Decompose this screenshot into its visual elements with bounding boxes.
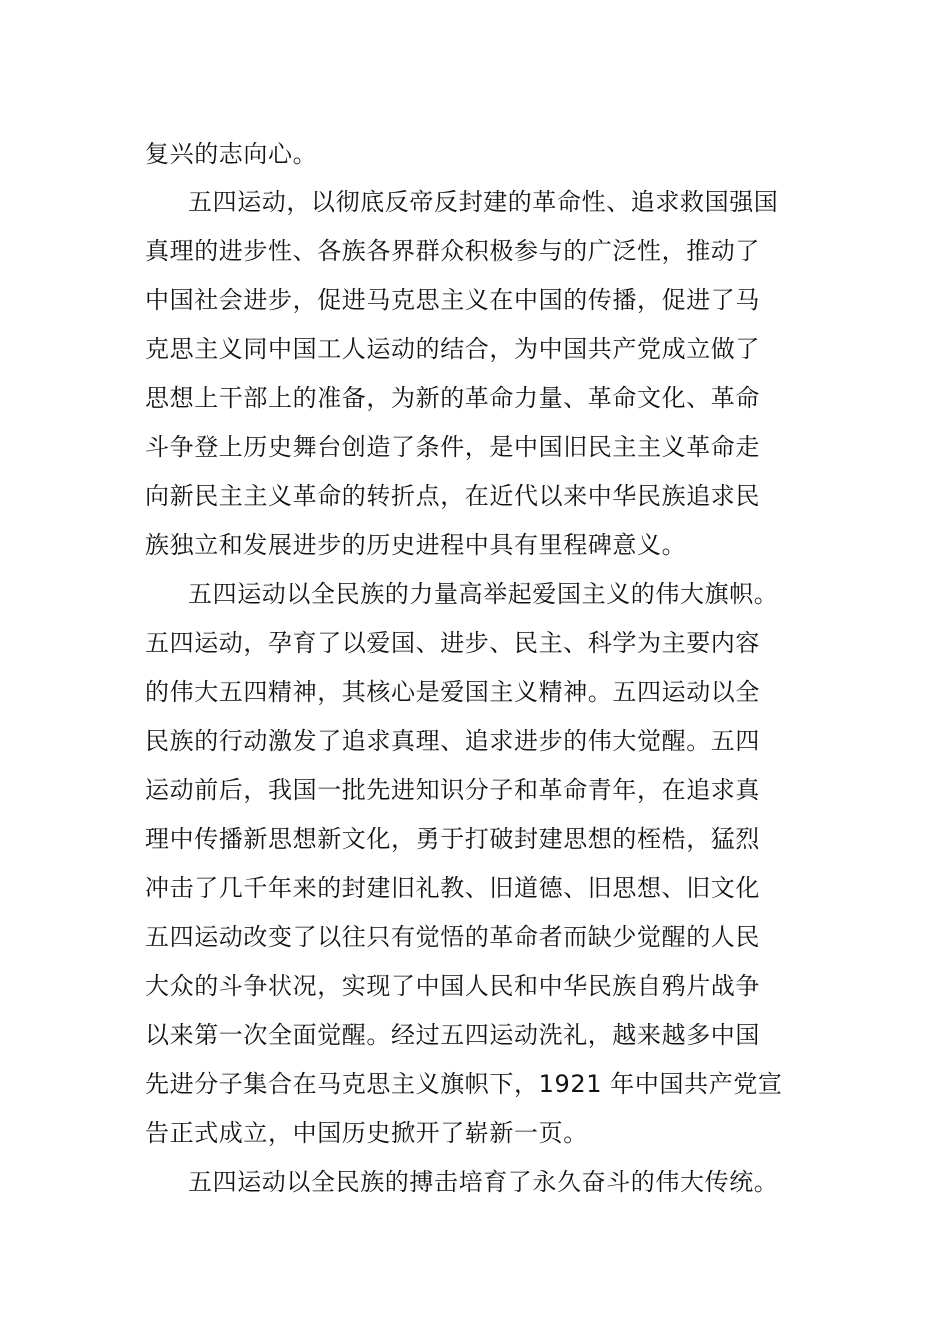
paragraph-2-line-4: 民族的行动激发了追求真理、追求进步的伟大觉醒。五四 — [145, 727, 760, 755]
paragraph-2-line-12: 告正式成立，中国历史掀开了崭新一页。 — [145, 1119, 588, 1147]
paragraph-1-line-8: 族独立和发展进步的历史进程中具有里程碑意义。 — [145, 531, 687, 559]
text-line-1: 复兴的志向心。 — [145, 140, 318, 168]
paragraph-1-line-5: 思想上干部上的准备，为新的革命力量、革命文化、革命 — [145, 384, 760, 412]
paragraph-2-line-5: 运动前后，我国一批先进知识分子和革命青年，在追求真 — [145, 776, 760, 804]
paragraph-1-line-4: 克思主义同中国工人运动的结合，为中国共产党成立做了 — [145, 335, 760, 363]
paragraph-1-line-2: 真理的进步性、各族各界群众积极参与的广泛性，推动了 — [145, 237, 760, 265]
paragraph-1-line-1: 五四运动，以彻底反帝反封建的革命性、追求救国强国 — [188, 188, 779, 216]
paragraph-2-line-8: 五四运动改变了以往只有觉悟的革命者而缺少觉醒的人民 — [145, 923, 760, 951]
paragraph-2-line-9: 大众的斗争状况，实现了中国人民和中华民族自鸦片战争 — [145, 972, 760, 1000]
paragraph-3-line-1: 五四运动以全民族的搏击培育了永久奋斗的伟大传统。 — [188, 1168, 779, 1196]
paragraph-2-line-1: 五四运动以全民族的力量高举起爱国主义的伟大旗帜。 — [188, 580, 779, 608]
paragraph-2-line-10: 以来第一次全面觉醒。经过五四运动洗礼，越来越多中国 — [145, 1021, 760, 1049]
paragraph-1-line-3: 中国社会进步，促进马克思主义在中国的传播，促进了马 — [145, 286, 760, 314]
paragraph-2-line-7: 冲击了几千年来的封建旧礼教、旧道德、旧思想、旧文化 — [145, 874, 760, 902]
paragraph-1-line-7: 向新民主主义革命的转折点，在近代以来中华民族追求民 — [145, 482, 760, 510]
paragraph-2-line-3: 的伟大五四精神，其核心是爱国主义精神。五四运动以全 — [145, 678, 760, 706]
paragraph-1-line-6: 斗争登上历史舞台创造了条件，是中国旧民主主义革命走 — [145, 433, 760, 461]
paragraph-2-line-11: 先进分子集合在马克思主义旗帜下，1921 年中国共产党宣 — [145, 1070, 783, 1098]
paragraph-2-line-6: 理中传播新思想新文化，勇于打破封建思想的桎梏，猛烈 — [145, 825, 760, 853]
paragraph-2-line-2: 五四运动，孕育了以爱国、进步、民主、科学为主要内容 — [145, 629, 760, 657]
